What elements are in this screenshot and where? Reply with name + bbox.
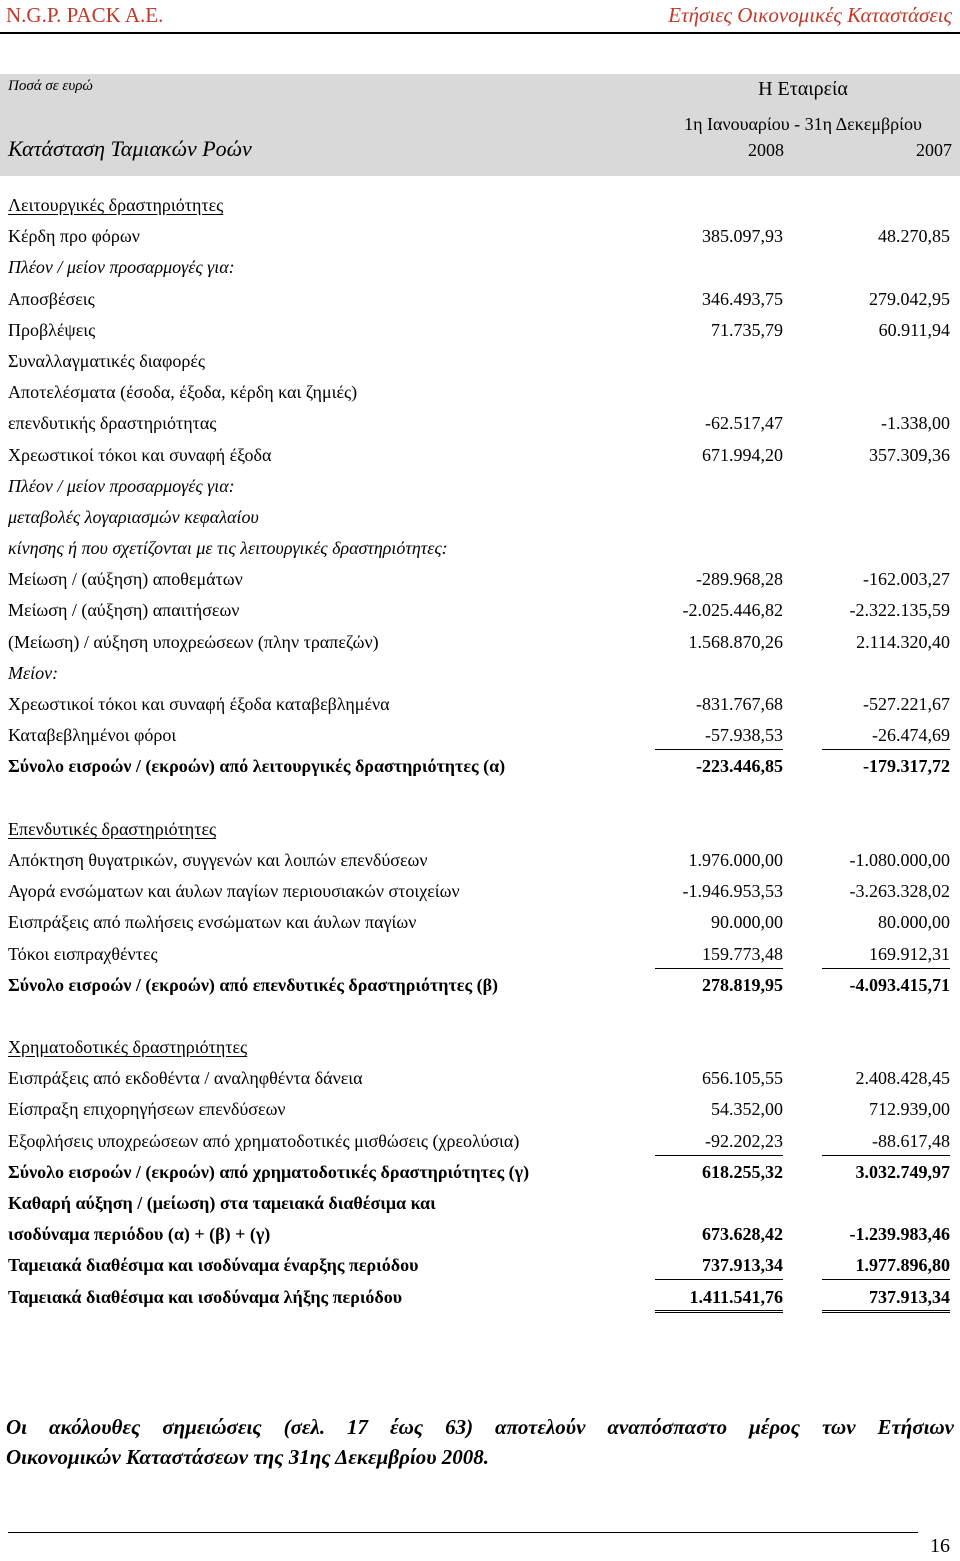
value-2008: -1.946.953,53 [682,881,783,902]
value-2007: -162.003,27 [863,569,950,590]
value-2008: 673.628,42 [702,1224,783,1245]
value-2008: 656.105,55 [702,1068,783,1089]
value-2007: 2.114.320,40 [856,631,950,652]
table-row [0,1250,960,1281]
statement-title: Κατάσταση Ταμιακών Ροών [8,136,252,161]
cash-flow-table [0,190,960,1313]
value-2007: -1.239.983,46 [849,1224,950,1245]
table-row [0,939,960,970]
row-label: Πλέον / μείον προσαρμογές για: [8,475,235,496]
table-row [0,845,960,876]
table-row [0,720,960,751]
row-label: ισοδύναμα περιόδου (α) + (β) + (γ) [8,1224,271,1245]
value-2008: 159.773,48 [655,939,783,969]
value-2007: -527.221,67 [863,694,950,714]
row-label: Απόκτηση θυγατρικών, συγγενών και λοιπών επενδύσεων [8,849,428,870]
row-label: Καθαρή αύξηση / (μείωση) στα ταμειακά διαθέσιμα και [8,1193,436,1213]
table-row [0,1219,960,1250]
value-2008: -62.517,47 [705,413,783,434]
row-label: (Μείωση) / αύξηση υποχρεώσεων (πλην τραπεζών) [8,631,379,652]
value-2007: 357.309,36 [869,444,950,465]
table-row [0,814,960,845]
table-row [0,1282,960,1313]
table-row [0,970,960,1001]
value-2008: 1.976.000,00 [688,849,783,870]
row-label: Σύνολο εισροών / (εκροών) από λειτουργικές δραστηριότητες (α) [8,756,506,777]
table-row [0,190,960,221]
row-label: Μείωση / (αύξηση) απαιτήσεων [8,600,240,621]
table-row [0,627,960,658]
row-label: Συναλλαγματικές διαφορές [8,350,206,371]
value-2007: -1.338,00 [881,413,950,434]
table-row [0,1094,960,1125]
row-label: Μείον: [8,662,59,683]
table-row [0,1032,960,1063]
row-label: Χρηματοδοτικές δραστηριότητες [8,1037,248,1058]
table-row [0,1157,960,1188]
value-2008: 90.000,00 [711,912,783,933]
row-label: Τόκοι εισπραχθέντες [8,943,158,964]
table-row [0,1001,960,1032]
value-2008: -223.446,85 [696,756,783,777]
table-row [0,751,960,782]
table-row [0,408,960,439]
value-2008: 671.994,20 [702,444,783,465]
value-2007: 3.032.749,97 [855,1161,950,1182]
table-row [0,689,960,720]
page-footer [0,1532,960,1561]
row-label: Καταβεβλημένοι φόροι [8,725,177,746]
value-2007: -4.093.415,71 [849,974,950,995]
value-2008: 737.913,34 [655,1250,783,1280]
value-2007: 279.042,95 [869,288,950,309]
row-label: Αποτελέσματα (έσοδα, έξοδα, κέρδη και ζημιές) [8,382,358,403]
year-2007-header: 2007 [916,140,952,160]
row-label: Εισπράξεις από εκδοθέντα / αναληφθέντα δάνεια [8,1068,363,1089]
row-label: Λειτουργικές δραστηριότητες [8,195,224,215]
value-2008: 71.735,79 [711,319,783,340]
value-2007: 60.911,94 [878,319,950,340]
value-2008: 618.255,32 [702,1161,783,1182]
table-row [0,440,960,471]
table-row [0,221,960,252]
value-2008: 278.819,95 [702,974,783,995]
value-2007: -179.317,72 [863,756,950,777]
value-2008: 346.493,75 [702,288,783,309]
value-2007: -2.322.135,59 [849,600,950,621]
value-2008: -831.767,68 [696,694,783,714]
row-label: Είσπραξη επιχορηγήσεων επενδύσεων [8,1099,286,1120]
value-2007: -26.474,69 [822,720,950,750]
table-row [0,564,960,595]
row-label: επενδυτικής δραστηριότητας [8,413,217,434]
table-row [0,346,960,377]
document-title: Ετήσιες Οικονομικές Καταστάσεις [668,3,952,27]
value-2007: 737.913,34 [822,1282,950,1313]
value-2008: 1.568.870,26 [688,631,783,652]
value-2008: -2.025.446,82 [682,600,783,621]
table-row [0,252,960,283]
table-row [0,315,960,346]
value-2007: -3.263.328,02 [849,881,950,902]
table-row [0,1063,960,1094]
table-row [0,907,960,938]
row-label: Εισπράξεις από πωλήσεις ενσώματων και άυλων παγίων [8,912,417,933]
year-2008-header: 2008 [748,140,784,160]
row-label: Εξοφλήσεις υποχρεώσεων από χρηματοδοτικές μισθώσεις (χρεολύσια) [8,1130,520,1151]
amounts-note: Ποσά σε ευρώ [8,78,93,94]
row-label: Σύνολο εισροών / (εκροών) από επενδυτικές δραστηριότητες (β) [8,974,499,995]
footer-divider [8,1532,918,1533]
table-row [0,783,960,814]
row-label: Ταμειακά διαθέσιμα και ισοδύναμα λήξης περιόδου [8,1286,403,1307]
table-header [0,74,960,176]
row-label: μεταβολές λογαριασμών κεφαλαίου [8,506,259,527]
table-row [0,658,960,689]
row-label: Κέρδη προ φόρων [8,226,140,247]
period-label: 1η Ιανουαρίου - 31η Δεκεμβρίου [684,114,922,134]
value-2007: -88.617,48 [822,1126,950,1156]
value-2008: 54.352,00 [711,1099,783,1120]
header-divider [0,32,960,34]
page-header [0,0,960,38]
row-label: Προβλέψεις [8,319,96,340]
value-2008: -289.968,28 [696,569,783,590]
notes-statement [6,1412,954,1472]
table-row [0,595,960,626]
table-row [0,377,960,408]
company-name: N.G.P. PACK A.E. [6,3,164,27]
table-row [0,471,960,502]
table-row [0,876,960,907]
value-2008: 385.097,93 [702,226,783,247]
row-label: Μείωση / (αύξηση) αποθεμάτων [8,569,243,590]
value-2007: 2.408.428,45 [855,1068,950,1089]
value-2008: -57.938,53 [655,720,783,750]
table-row [0,1188,960,1219]
notes-line-1: Οι ακόλουθες σημειώσεις (σελ. 17 έως 63) αποτελούν αναπόσπαστο μέρος των Ετήσιων [6,1415,954,1439]
row-label: κίνησης ή που σχετίζονται με τις λειτουργικές δραστηριότητες: [8,538,448,559]
value-2007: 169.912,31 [822,939,950,969]
row-label: Χρεωστικοί τόκοι και συναφή έξοδα [8,444,272,465]
table-row [0,284,960,315]
row-label: Επενδυτικές δραστηριότητες [8,818,217,839]
value-2007: 80.000,00 [878,912,950,933]
value-2008: 1.411.541,76 [655,1282,783,1313]
value-2008: -92.202,23 [655,1126,783,1156]
row-label: Ταμειακά διαθέσιμα και ισοδύναμα έναρξης περιόδου [8,1255,419,1276]
row-label: Αγορά ενσώματων και άυλων παγίων περιουσιακών στοιχείων [8,881,460,902]
row-label: Αποσβέσεις [8,288,95,309]
table-row [0,502,960,533]
row-label: Χρεωστικοί τόκοι και συναφή έξοδα καταβεβλημένα [8,694,390,714]
row-label: Σύνολο εισροών / (εκροών) από χρηματοδοτικές δραστηριότητες (γ) [8,1161,530,1182]
value-2007: 712.939,00 [869,1099,950,1120]
value-2007: -1.080.000,00 [849,849,950,870]
value-2007: 1.977.896,80 [822,1250,950,1280]
row-label: Πλέον / μείον προσαρμογές για: [8,257,235,278]
table-row [0,1126,960,1157]
page-number: 16 [930,1535,950,1557]
value-2007: 48.270,85 [878,226,950,247]
entity-label: Η Εταιρεία [758,78,848,100]
table-row [0,533,960,564]
notes-line-2: Οικονομικών Καταστάσεων της 31ης Δεκεμβρίου 2008. [6,1445,490,1469]
